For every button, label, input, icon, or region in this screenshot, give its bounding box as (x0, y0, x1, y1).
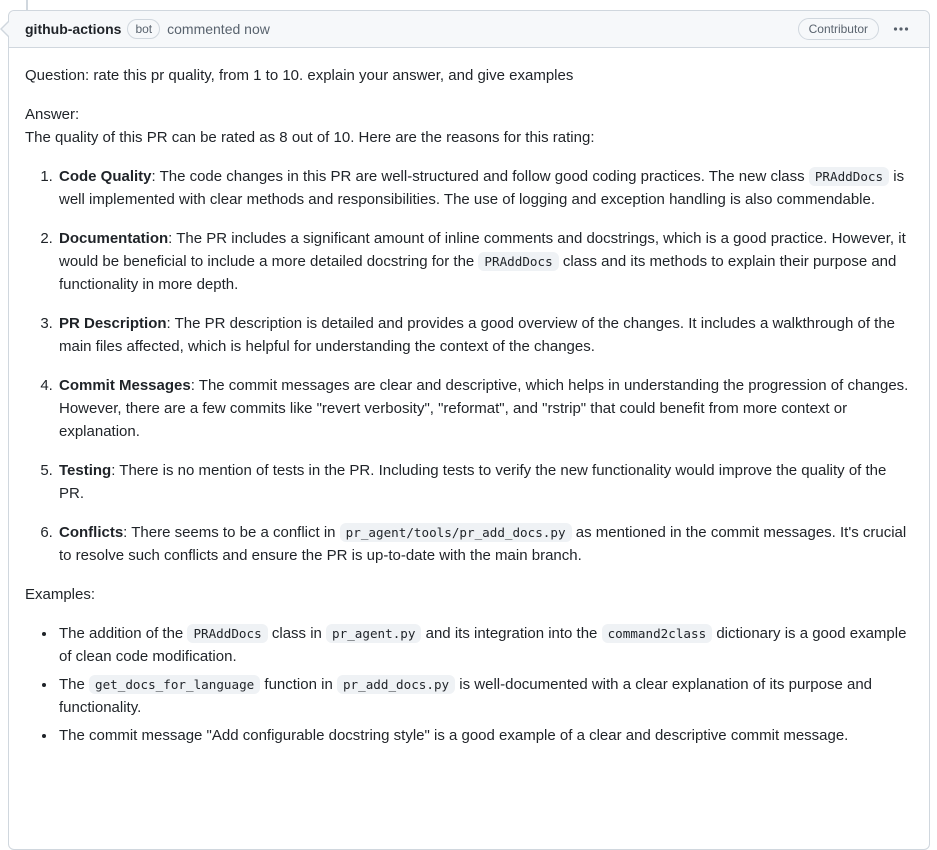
list-item (57, 673, 913, 719)
list-item-text: is well implemented with clear methods and responsibilities. The use of logging and exception handling is also commendable. (59, 168, 905, 208)
question-text: Question: rate this pr quality, from 1 to 10. explain your answer, and give examples (25, 67, 574, 84)
list-item (57, 227, 913, 296)
list-item-term: Commit Messages (59, 377, 191, 394)
inline-code: pr_agent.py (326, 624, 421, 643)
action-text: commented (167, 21, 241, 37)
list-item-text: function in (260, 676, 337, 693)
list-item (57, 165, 913, 211)
list-item-text: class in (267, 625, 327, 642)
list-item-text: The (59, 676, 90, 693)
author-association-badge: Contributor (798, 18, 879, 40)
list-item-term: Code Quality (59, 168, 152, 185)
author-link[interactable]: github-actions (25, 21, 122, 37)
list-item-text: : The PR includes a significant amount of inline comments and docstrings, which is a good practice. However, it would be beneficial to include a more detailed docstring for the (59, 230, 906, 270)
examples-label: Examples: (25, 586, 96, 603)
rating-reasons-list (25, 165, 913, 567)
list-item-term: PR Description (59, 315, 167, 332)
list-item-text: : The commit messages are clear and descriptive, which helps in understanding the progression of changes. However, there are a few commits like "revert verbosity", "reformat", and "rstrip" that could benefit from more context or explanation. (59, 377, 909, 440)
list-item-text: : There seems to be a conflict in (123, 524, 340, 541)
answer-label: Answer: (25, 106, 80, 123)
list-item (57, 521, 913, 567)
list-item-text: class and its methods to explain their purpose and functionality in more depth. (59, 253, 897, 293)
comment-container (8, 10, 930, 850)
list-item (57, 374, 913, 443)
bot-badge: bot (127, 19, 160, 39)
list-item-term: Documentation (59, 230, 169, 247)
answer-intro: The quality of this PR can be rated as 8 out of 10. Here are the reasons for this rating: (25, 129, 595, 146)
inline-code: get_docs_for_language (89, 675, 260, 694)
list-item (57, 459, 913, 505)
comment-caret-fill (2, 22, 9, 36)
list-item (57, 622, 913, 668)
list-item (57, 724, 913, 747)
timeline-connector-line (26, 0, 28, 10)
list-item-term: Conflicts (59, 524, 124, 541)
list-item-text: The addition of the (59, 625, 188, 642)
list-item-text: is well-documented with a clear explanation of its purpose and functionality. (59, 676, 873, 716)
comment-header (9, 11, 929, 48)
timestamp-link[interactable]: now (244, 21, 270, 37)
list-item-text: dictionary is a good example of clean code modification. (59, 625, 907, 665)
list-item-text: : The code changes in this PR are well-structured and follow good coding practices. The new class (151, 168, 809, 185)
inline-code: PRAddDocs (478, 252, 558, 271)
list-item-text: : The PR description is detailed and provides a good overview of the changes. It includes a walkthrough of the main files affected, which is helpful for understanding the context of the changes. (59, 315, 896, 355)
inline-code: command2class (602, 624, 713, 643)
inline-code: pr_add_docs.py (337, 675, 455, 694)
list-item (57, 312, 913, 358)
list-item-text: : There is no mention of tests in the PR. Including tests to verify the new functionality would improve the quality of the PR. (59, 462, 887, 502)
inline-code: pr_agent/tools/pr_add_docs.py (340, 523, 572, 542)
list-item-text: as mentioned in the commit messages. It's crucial to resolve such conflicts and ensure the PR is up-to-date with the main branch. (59, 524, 907, 564)
list-item-term: Testing (59, 462, 112, 479)
list-item-text: The commit message "Add configurable docstring style" is a good example of a clear and descriptive commit message. (59, 727, 849, 744)
examples-list (25, 622, 913, 747)
answer-text (25, 103, 913, 149)
inline-code: PRAddDocs (187, 624, 267, 643)
kebab-horizontal-icon (893, 21, 909, 37)
inline-code: PRAddDocs (809, 167, 889, 186)
header-actions (798, 18, 913, 40)
list-item-text: and its integration into the (421, 625, 602, 642)
comment-options-button[interactable] (889, 19, 913, 39)
comment-body (9, 48, 929, 768)
